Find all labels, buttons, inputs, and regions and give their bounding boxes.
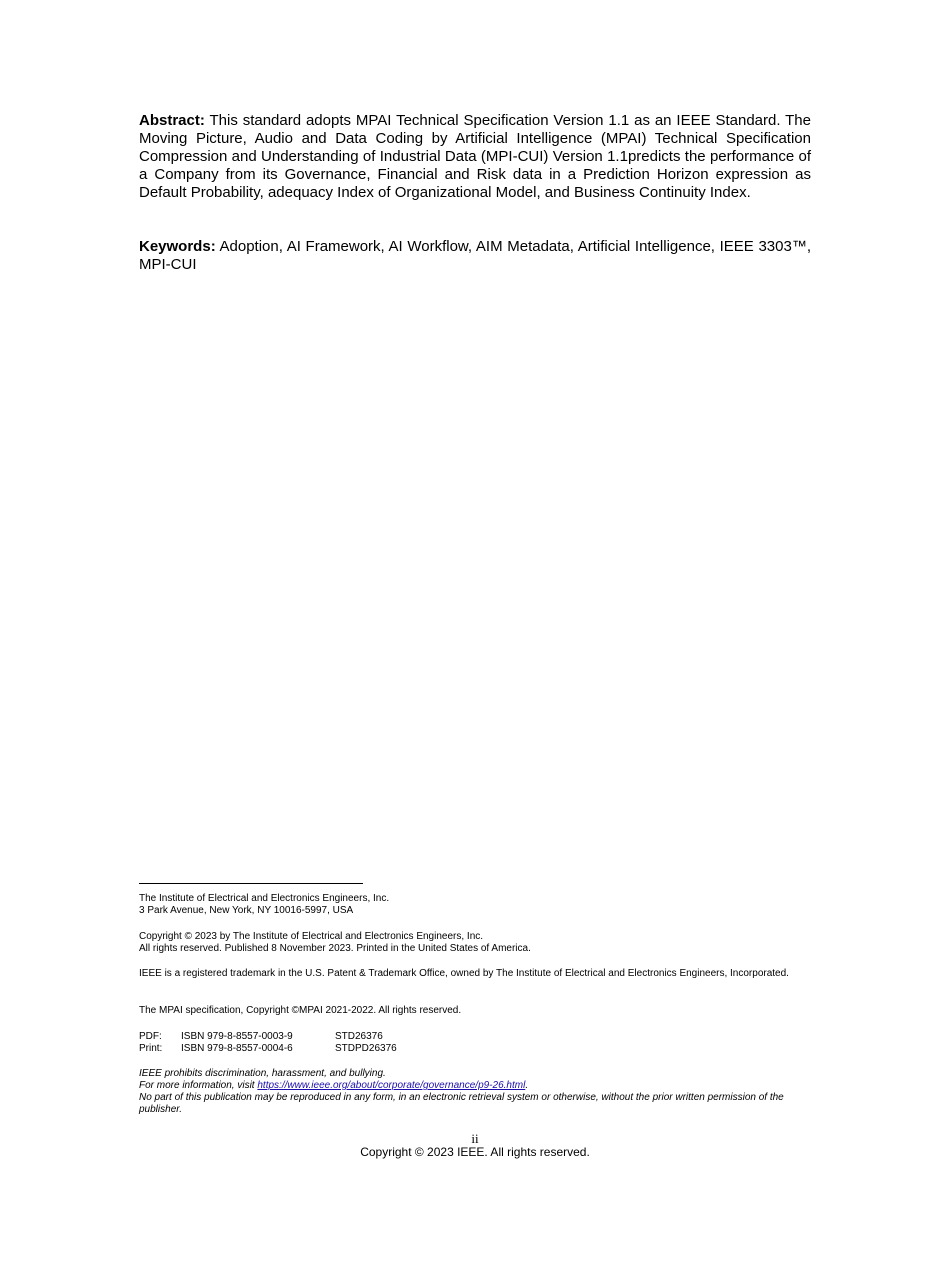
isbn-number: ISBN 979-8-8557-0003-9 xyxy=(181,1031,293,1042)
copyright-line-2: All rights reserved. Published 8 November 2023. Printed in the United States of America. xyxy=(139,943,531,954)
prohibits-text: IEEE prohibits discrimination, harassment, and bullying. xyxy=(139,1068,386,1079)
more-info-line xyxy=(139,1080,811,1092)
org-name: The Institute of Electrical and Electronics Engineers, Inc. xyxy=(139,893,390,904)
footer-copyright: Copyright © 2023 IEEE. All rights reserved. xyxy=(360,1145,590,1159)
reproduction-text: No part of this publication may be reproduced in any form, in an electronic retrieval system or otherwise, without the prior written permission of the publisher. xyxy=(139,1092,784,1115)
more-info-suffix: . xyxy=(525,1080,529,1091)
more-info-prefix: For more information, visit xyxy=(139,1080,258,1091)
keywords-label: Keywords: xyxy=(139,238,216,255)
isbn-format: Print: xyxy=(139,1043,163,1054)
page-number: ii xyxy=(471,1131,479,1146)
abstract-text: This standard adopts MPAI Technical Specification Version 1.1 as an IEEE Standard. The Moving Picture, Audio and Data Coding by Artificial Intelligence (MPAI) Technical Specification Compression and Understanding of Industrial Data (MPI-CUI) Version 1.1predicts the performance of a Company from its Governance, Financial and Risk data in a Prediction Horizon expression as Default Probability, adequacy Index of Organizational Model, and Business Continuity Index. xyxy=(139,112,811,201)
copyright-block xyxy=(139,931,811,955)
copyright-line-1: Copyright © 2023 by The Institute of Electrical and Electronics Engineers, Inc. xyxy=(139,931,484,942)
legal-notice xyxy=(139,1068,811,1116)
isbn-block xyxy=(139,1031,811,1055)
publisher-address xyxy=(139,893,811,917)
isbn-number: ISBN 979-8-8557-0004-6 xyxy=(181,1043,293,1054)
isbn-row-pdf xyxy=(139,1031,811,1043)
mpai-copyright-text: The MPAI specification, Copyright ©MPAI 2021-2022. All rights reserved. xyxy=(139,1005,462,1016)
isbn-row-print xyxy=(139,1043,811,1055)
isbn-format: PDF: xyxy=(139,1031,162,1042)
trademark-text: IEEE is a registered trademark in the U.S. Patent & Trademark Office, owned by The Institute of Electrical and Electronics Engineers, Incorporated. xyxy=(139,968,789,979)
footnote-divider xyxy=(139,883,363,884)
org-address: 3 Park Avenue, New York, NY 10016-5997, USA xyxy=(139,905,354,916)
isbn-std: STDPD26376 xyxy=(335,1043,397,1054)
governance-link[interactable]: https://www.ieee.org/about/corporate/governance/p9-26.html xyxy=(257,1080,526,1091)
isbn-std: STD26376 xyxy=(335,1031,383,1042)
keywords-paragraph xyxy=(139,238,811,274)
trademark-notice xyxy=(139,968,811,980)
mpai-copyright xyxy=(139,1005,811,1017)
keywords-text: Adoption, AI Framework, AI Workflow, AIM Metadata, Artificial Intelligence, IEEE 3303™, MPI-CUI xyxy=(139,238,811,273)
abstract-paragraph xyxy=(139,112,811,202)
abstract-label: Abstract: xyxy=(139,112,205,129)
